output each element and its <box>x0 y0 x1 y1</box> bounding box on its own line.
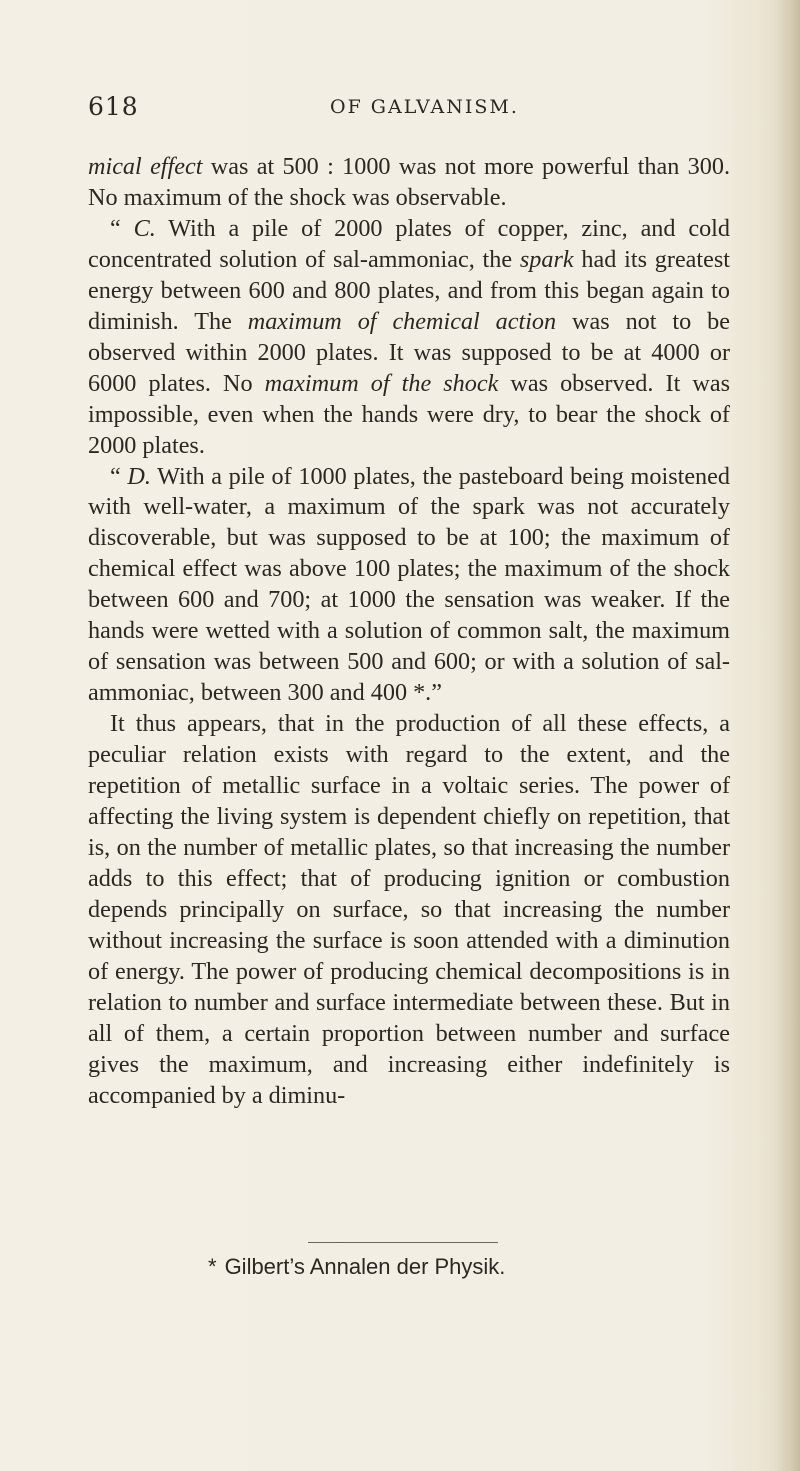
paragraph <box>88 152 730 214</box>
body-text <box>88 152 730 1112</box>
italic-text: mical effect <box>88 153 203 180</box>
footnote-rule <box>308 1242 498 1243</box>
page-number: 618 <box>88 92 139 121</box>
page-edge-shadow <box>776 0 800 1471</box>
text-run: It thus appears, that in the production of all these effects, a peculiar relation exists with regard to the extent, and the repetition of metallic surface in a voltaic series. The power of affecting the living system is dependent chiefly on repetition, that is, on the number of metallic plates, so that increasing the number adds to this effect; that of producing ignition or combustion depends principally on surface, so that increasing the number without increasing the surface is soon attended with a diminution of energy. The power of producing chemical decompositions is in relation to number and surface intermediate between these. But in all of them, a certain proportion between number and surface gives the maximum, and increasing either indefinitely is accompanied by a diminu- <box>88 710 730 1109</box>
footnote-text: Gilbert’s Annalen der Physik. <box>224 1254 506 1279</box>
text-run: “ <box>110 462 128 490</box>
footnote-marker: * <box>208 1254 217 1279</box>
paragraph <box>88 709 730 1111</box>
italic-text: C. <box>133 214 156 242</box>
text-run: was observed. It was impossible, even when the hands were dry, to bear the shock of 2000 plates. <box>88 369 730 459</box>
italic-text: spark <box>519 245 574 273</box>
text-run: With a pile of 1000 plates, the pasteboard being moistened with well-water, a maximum of the spark was not accurately discoverable, but was supposed to be at 100; the maximum of chemical effect was above 100 plates; the maximum of the shock between 600 and 700; at 1000 the sensation was weaker. If the hands were wetted with a solution of common salt, the maximum of sensation was between 500 and 600; or with a solution of sal-ammoniac, between 300 and 400 *.” <box>88 462 730 707</box>
text-run: was not to be observed within 2000 plates. It was supposed to be at 4000 or 6000 plates. No <box>88 307 730 397</box>
text-run: had its greatest energy between 600 and 800 plates, and from this began again to diminish. The <box>88 245 731 335</box>
italic-text: maximum of the shock <box>264 369 499 397</box>
text-run: was at 500 : 1000 was not more powerful than 300. No maximum of the shock was observable. <box>88 153 730 211</box>
running-head: OF GALVANISM. <box>330 96 519 118</box>
paragraph <box>88 214 730 462</box>
text-run: With a pile of 2000 plates of copper, zinc, and cold concentrated solution of sal-ammoniac, the <box>88 214 730 273</box>
footnote <box>208 1253 708 1281</box>
italic-text: maximum of chemical action <box>247 307 557 335</box>
page-header <box>88 92 728 128</box>
italic-text: D. <box>127 462 151 490</box>
text-run: “ <box>110 214 134 242</box>
paragraph <box>88 462 730 710</box>
